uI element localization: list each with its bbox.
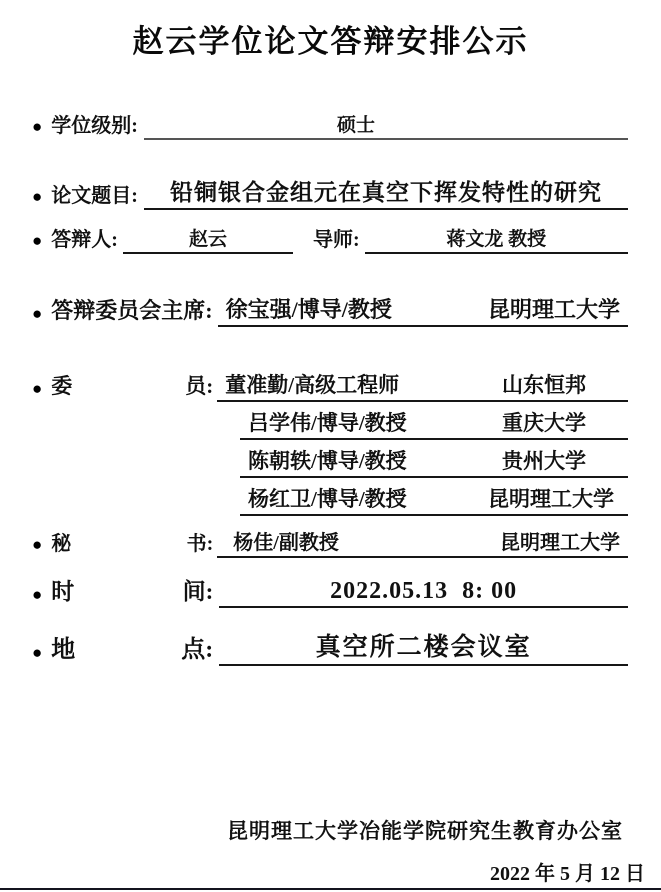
chair-person: 徐宝强/博导/教授 <box>225 297 392 322</box>
committee-member-row <box>32 368 628 402</box>
supervisor-value: 蒋文龙 教授 <box>446 229 547 250</box>
bullet-icon: ● <box>32 187 43 206</box>
member-person: 杨红卫/博导/教授 <box>248 487 407 511</box>
field-row-time <box>32 572 628 608</box>
field-row-thesis <box>32 176 628 210</box>
thesis-fill-line <box>144 174 628 210</box>
member-fill-line <box>240 406 628 440</box>
secretary-fill-line <box>217 524 628 558</box>
place-value: 真空所二楼会议室 <box>315 634 532 661</box>
committee-member-row <box>240 406 628 440</box>
committee-label-last: 员: <box>185 374 214 398</box>
field-row-secretary <box>32 524 628 558</box>
thesis-label: 论文题目: <box>51 185 138 207</box>
field-row-degree <box>32 106 628 140</box>
chair-org: 昆明理工大学 <box>487 297 620 322</box>
degree-value: 硕士 <box>336 115 375 136</box>
chair-label: 答辩委员会主席: <box>51 298 213 323</box>
place-label <box>51 629 213 666</box>
bullet-icon: ● <box>32 304 43 323</box>
bullet-icon: ● <box>32 535 43 554</box>
time-label-last: 间: <box>182 579 214 604</box>
degree-label: 学位级别: <box>51 115 138 137</box>
supervisor-label: 导师: <box>312 229 360 251</box>
field-row-defender <box>32 222 628 254</box>
secretary-label-last: 书: <box>186 533 214 555</box>
field-row-place <box>32 628 628 666</box>
committee-label <box>51 370 213 402</box>
supervisor-fill-line <box>365 222 628 254</box>
member-org: 贵州大学 <box>502 449 586 473</box>
bullet-icon: ● <box>32 231 43 250</box>
member-org: 昆明理工大学 <box>488 487 614 511</box>
committee-member-row <box>240 482 628 516</box>
secretary-label <box>51 527 213 558</box>
time-fill-line <box>219 572 628 608</box>
secretary-org: 昆明理工大学 <box>500 532 620 554</box>
committee-member-row <box>240 444 628 478</box>
committee-label-first: 委 <box>51 374 73 398</box>
member-person: 董准勤/高级工程师 <box>225 373 400 397</box>
chair-fill-line <box>218 293 628 327</box>
bottom-divider <box>0 888 661 890</box>
defender-label: 答辩人: <box>51 229 118 251</box>
member-person: 吕学伟/博导/教授 <box>248 411 407 435</box>
bullet-icon: ● <box>32 585 43 604</box>
time-label <box>51 573 213 608</box>
degree-fill-line <box>144 106 628 140</box>
member-fill-line <box>240 444 628 478</box>
member-fill-line <box>240 482 628 516</box>
bullet-icon: ● <box>32 379 43 398</box>
secretary-label-first: 秘 <box>51 533 72 555</box>
member-org: 山东恒邦 <box>502 373 586 397</box>
bullet-icon: ● <box>32 643 43 662</box>
issue-date: 2022 年 5 月 12 日 <box>490 863 645 885</box>
member-person: 陈朝轶/博导/教授 <box>248 449 407 473</box>
member-org: 重庆大学 <box>502 411 586 435</box>
page-title: 赵云学位论文答辩安排公示 <box>132 24 529 59</box>
place-label-last: 点: <box>181 637 214 663</box>
place-fill-line <box>219 627 628 666</box>
thesis-title-value: 铅铜银合金组元在真空下挥发特性的研究 <box>169 179 602 205</box>
secretary-person: 杨佳/副教授 <box>233 532 339 554</box>
bullet-icon: ● <box>32 117 43 136</box>
place-label-first: 地 <box>51 637 76 663</box>
member-fill-line <box>217 368 628 402</box>
time-value: 2022.05.13 8: 00 <box>330 578 518 604</box>
field-row-chair <box>32 293 628 327</box>
issuing-office: 昆明理工大学冶能学院研究生教育办公室 <box>227 819 623 843</box>
defender-value: 赵云 <box>188 229 227 250</box>
time-label-first: 时 <box>51 579 75 604</box>
defender-fill-line <box>123 222 293 254</box>
